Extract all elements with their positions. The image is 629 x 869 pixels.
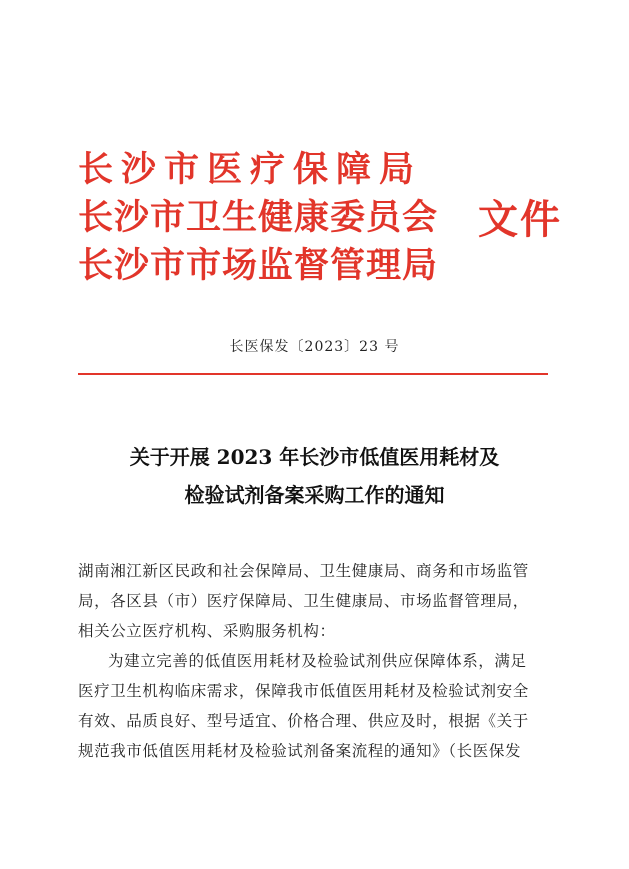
red-divider-line bbox=[78, 373, 548, 375]
body-line: 相关公立医疗机构、采购服务机构： bbox=[78, 622, 336, 640]
title-line-2: 检验试剂备案采购工作的通知 bbox=[184, 483, 445, 507]
body-line: 规范我市低值医用耗材及检验试剂备案流程的通知》（长医保发 bbox=[78, 742, 522, 760]
body-line: 湖南湘江新区民政和社会保障局、卫生健康局、商务和市场监管 bbox=[78, 562, 529, 580]
title-line-1: 关于开展 2023 年长沙市低值医用耗材及 bbox=[129, 445, 500, 469]
document-type-label: 文件 bbox=[478, 196, 562, 243]
document-body bbox=[78, 556, 556, 766]
issuer-market-supervision-bureau: 长沙市市场监督管理局 bbox=[78, 245, 439, 286]
body-line: 医疗卫生机构临床需求，保障我市低值医用耗材及检验试剂安全 bbox=[78, 682, 529, 700]
body-line: 为建立完善的低值医用耗材及检验试剂供应保障体系，满足 bbox=[108, 652, 527, 670]
document-number: 长医保发〔2023〕23 号 bbox=[229, 339, 400, 355]
issuer-health-commission: 长沙市卫生健康委员会 bbox=[78, 197, 439, 238]
issuer-block bbox=[78, 146, 478, 290]
document-title bbox=[0, 438, 629, 514]
body-line: 有效、品质良好、型号适宜、价格合理、供应及时，根据《关于 bbox=[78, 712, 529, 730]
issuer-medical-security-bureau: 长沙市医疗保障局 bbox=[78, 149, 423, 190]
body-line: 局，各区县（市）医疗保障局、卫生健康局、市场监督管理局， bbox=[78, 592, 529, 610]
